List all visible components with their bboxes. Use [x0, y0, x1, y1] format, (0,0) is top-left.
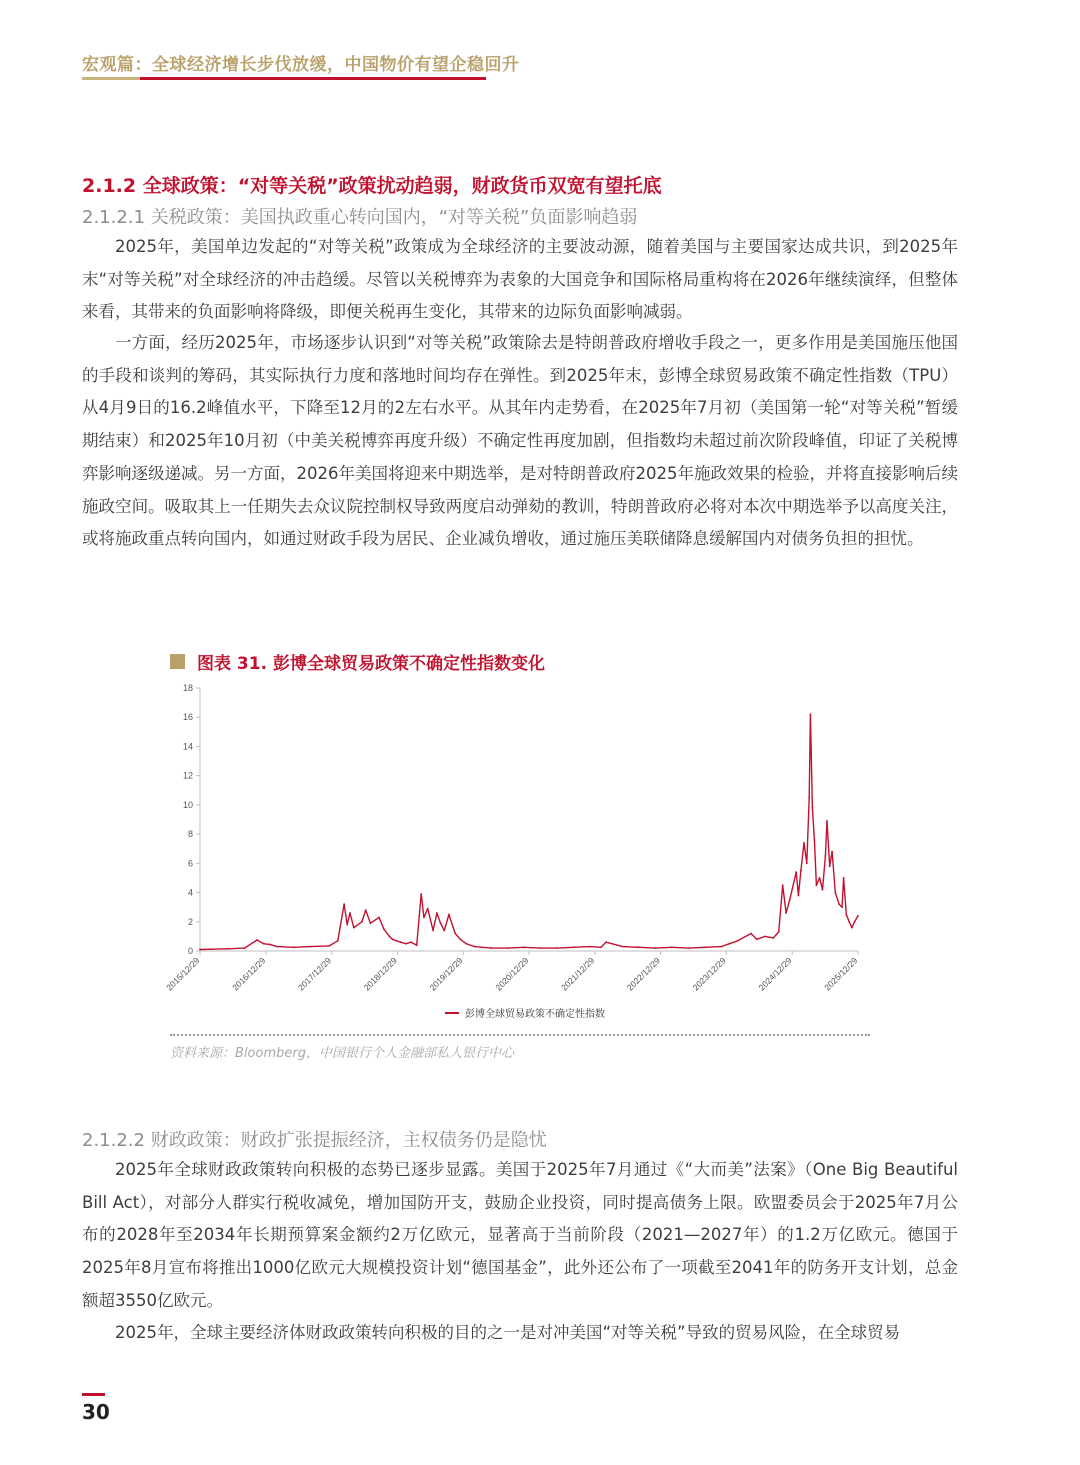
- series-point: [465, 943, 467, 945]
- series-point: [256, 939, 258, 941]
- series-point: [523, 946, 525, 948]
- y-tick-label: 14: [182, 741, 193, 752]
- series-point: [199, 949, 201, 951]
- series-point: [826, 820, 828, 822]
- series-point: [756, 938, 758, 940]
- series-point: [589, 946, 591, 948]
- x-tick-label: 2019/12/29: [427, 955, 465, 993]
- subsection-heading-tariff: 2.1.2.1 关税政策：美国执政重心转向国内，“对等关税”负面影响趋弱: [82, 207, 638, 228]
- section-heading: 2.1.2 全球政策：“对等关税”政策扰动趋弱，财政货币双宽有望托底: [82, 175, 662, 197]
- series-point: [671, 946, 673, 948]
- series-point: [378, 917, 380, 919]
- series-point: [834, 892, 836, 894]
- series-point: [822, 889, 824, 891]
- x-tick-label: 2023/12/29: [690, 955, 728, 993]
- series-point: [789, 899, 791, 901]
- legend-label: 彭博全球贸易政策不确定性指数: [465, 1009, 605, 1020]
- paragraph-4: 2025年，全球主要经济体财政政策转向积极的目的之一是对冲美国“对等关税”导致的贸易风险，在全球贸易: [115, 1323, 901, 1342]
- series-point: [227, 948, 229, 950]
- paragraph-3: 2025年全球财政政策转向积极的态势已逐步显露。美国于2025年7月通过《“大而美”法案》（One Big Beautiful Bill Act），对部分人群实行税收减免，增加国防开支，鼓励企业投资，同时提高债务上限。欧盟委员会于2025年7月公布的2028年至2034年长期预算案金额约2万亿欧元，显著高于当前阶段（2021—2027年）的1.2万亿欧元。德国于2025年8月宣布将推出1000亿欧元大规模投资计划“德国基金”，此外还公布了一项截至2041年的防务开支计划，总金额超3550亿欧元。: [82, 1160, 958, 1310]
- series-point: [803, 842, 805, 844]
- x-tick-label: 2021/12/29: [559, 955, 597, 993]
- x-tick-label: 2020/12/29: [493, 955, 531, 993]
- paragraph-1: 2025年，美国单边发起的“对等关税”政策成为全球经济的主要波动源，随着美国与主要国家达成共识，到2025年末“对等关税”对全球经济的冲击趋缓。尽管以关税博弈为表象的大国竞争和国际格局重构将在2026年继续演绎，但整体来看，其带来的负面影响将降级，即便关税再生变化，其带来的边际负面影响减弱。: [82, 237, 958, 322]
- series-point: [838, 903, 840, 905]
- y-tick-label: 18: [182, 683, 193, 693]
- series-point: [353, 927, 355, 929]
- chart-title: 图表 31. 彭博全球贸易政策不确定性指数变化: [197, 654, 545, 674]
- series-point: [474, 946, 476, 948]
- series-point: [704, 946, 706, 948]
- series-point: [454, 933, 456, 935]
- series-point: [750, 933, 752, 935]
- series-point: [244, 947, 246, 949]
- series-point: [410, 941, 412, 943]
- x-tick-label: 2016/12/29: [230, 955, 268, 993]
- series-point: [737, 940, 739, 942]
- series-point: [507, 947, 509, 949]
- tpu-line-chart: [160, 678, 880, 1030]
- x-tick-label: 2024/12/29: [756, 955, 794, 993]
- y-tick-label: 6: [187, 858, 193, 869]
- series-point: [655, 947, 657, 949]
- page-number: 30: [82, 1400, 110, 1424]
- x-tick-label: 2025/12/29: [822, 955, 860, 993]
- series-point: [309, 946, 311, 948]
- series-point: [436, 912, 438, 914]
- series-point: [764, 936, 766, 938]
- series-point: [392, 938, 394, 940]
- series-point: [343, 903, 345, 905]
- series-point: [843, 877, 845, 879]
- series-point: [851, 927, 853, 929]
- series-point: [600, 946, 602, 948]
- series-point: [370, 922, 372, 924]
- series-point: [448, 914, 450, 916]
- series-point: [812, 807, 814, 809]
- paragraph-2: 一方面，经历2025年，市场逐步认识到“对等关税”政策除去是特朗普政府增收手段之一，更多作用是美国施压他国的手段和谈判的筹码，其实际执行力度和落地时间均存在弹性。到2025年末，彭博全球贸易政策不确定性指数（TPU）从4月9日的16.2峰值水平，下降至12月的2左右水平。从其年内走势看，在2025年7月初（美国第一轮“对等关税”暂缓期结束）和2025年10月初（中美关税博弈再度升级）不确定性再度加剧，但指数均未超过前次阶段峰值，印证了关税博弈影响逐级递减。另一方面，2026年美国将迎来中期选举，是对特朗普政府2025年施政效果的检验，并将直接影响后续施政空间。吸取其上一任期失去众议院控制权导致两度启动弹劾的教训，特朗普政府必将对本次中期选举予以高度关注，或将施政重点转向国内，如通过财政手段为居民、企业减负增收，通过施压美联储降息缓解国内对债务负担的担忧。: [82, 333, 958, 549]
- series-point: [808, 797, 810, 799]
- series-point: [720, 946, 722, 948]
- series-point: [389, 936, 391, 938]
- series-point: [782, 884, 784, 886]
- series-point: [798, 895, 800, 897]
- series-point: [337, 940, 339, 942]
- series-point: [857, 915, 859, 917]
- series-point: [778, 931, 780, 933]
- series-line: [200, 714, 858, 949]
- series-point: [490, 947, 492, 949]
- y-tick-label: 16: [182, 712, 193, 723]
- series-point: [405, 943, 407, 945]
- series-point: [831, 851, 833, 853]
- y-tick-label: 10: [182, 799, 193, 810]
- y-tick-label: 12: [182, 770, 193, 781]
- y-tick-label: 8: [187, 829, 193, 840]
- series-point: [539, 947, 541, 949]
- series-point: [432, 930, 434, 932]
- series-point: [443, 930, 445, 932]
- header-rule-red: [140, 77, 486, 80]
- series-point: [854, 921, 856, 923]
- series-point: [841, 906, 843, 908]
- series-point: [556, 947, 558, 949]
- series-point: [328, 945, 330, 947]
- series-point: [420, 893, 422, 895]
- series-point: [440, 922, 442, 924]
- series-point: [829, 865, 831, 867]
- series-point: [848, 921, 850, 923]
- series-point: [814, 839, 816, 841]
- series-point: [800, 870, 802, 872]
- series-point: [365, 909, 367, 911]
- source-divider: [170, 1034, 870, 1036]
- series-point: [416, 944, 418, 946]
- x-tick-label: 2017/12/29: [295, 955, 334, 993]
- chart-title-marker: [170, 654, 185, 669]
- series-point: [383, 928, 385, 930]
- x-tick-label: 2022/12/29: [624, 955, 662, 993]
- series-point: [346, 924, 348, 926]
- series-point: [819, 877, 821, 879]
- y-tick-label: 0: [187, 946, 193, 956]
- header-title: 宏观篇：全球经济增长步伐放缓，中国物价有望企稳回升: [82, 55, 520, 75]
- series-point: [816, 884, 818, 886]
- series-point: [276, 946, 278, 948]
- series-point: [293, 946, 295, 948]
- series-point: [400, 941, 402, 943]
- y-tick-label: 2: [187, 916, 193, 927]
- y-tick-label: 4: [187, 887, 193, 898]
- x-tick-label: 2015/12/29: [164, 955, 202, 993]
- series-point: [622, 946, 624, 948]
- series-point: [785, 912, 787, 914]
- series-point: [269, 944, 271, 946]
- series-point: [810, 713, 812, 715]
- page-number-rule: [82, 1393, 105, 1396]
- series-point: [263, 943, 265, 945]
- x-tick-label: 2018/12/29: [361, 955, 399, 993]
- series-point: [605, 941, 607, 943]
- series-point: [459, 938, 461, 940]
- series-point: [795, 871, 797, 873]
- series-point: [845, 914, 847, 916]
- series-point: [825, 855, 827, 857]
- series-point: [427, 908, 429, 910]
- header-rule-gold: [82, 77, 140, 80]
- series-point: [423, 917, 425, 919]
- series-point: [349, 912, 351, 914]
- chart-source: 资料来源：Bloomberg，中国银行个人金融部私人银行中心: [170, 1046, 514, 1061]
- series-point: [729, 943, 731, 945]
- chart-title-row: [170, 649, 545, 674]
- series-point: [687, 947, 689, 949]
- series-point: [361, 921, 363, 923]
- series-point: [210, 948, 212, 950]
- series-point: [772, 937, 774, 939]
- subsection-heading-fiscal: 2.1.2.2 财政政策：财政扩张提振经济，主权债务仍是隐忧: [82, 1130, 547, 1151]
- series-point: [806, 862, 808, 864]
- series-point: [573, 946, 575, 948]
- series-point: [638, 946, 640, 948]
